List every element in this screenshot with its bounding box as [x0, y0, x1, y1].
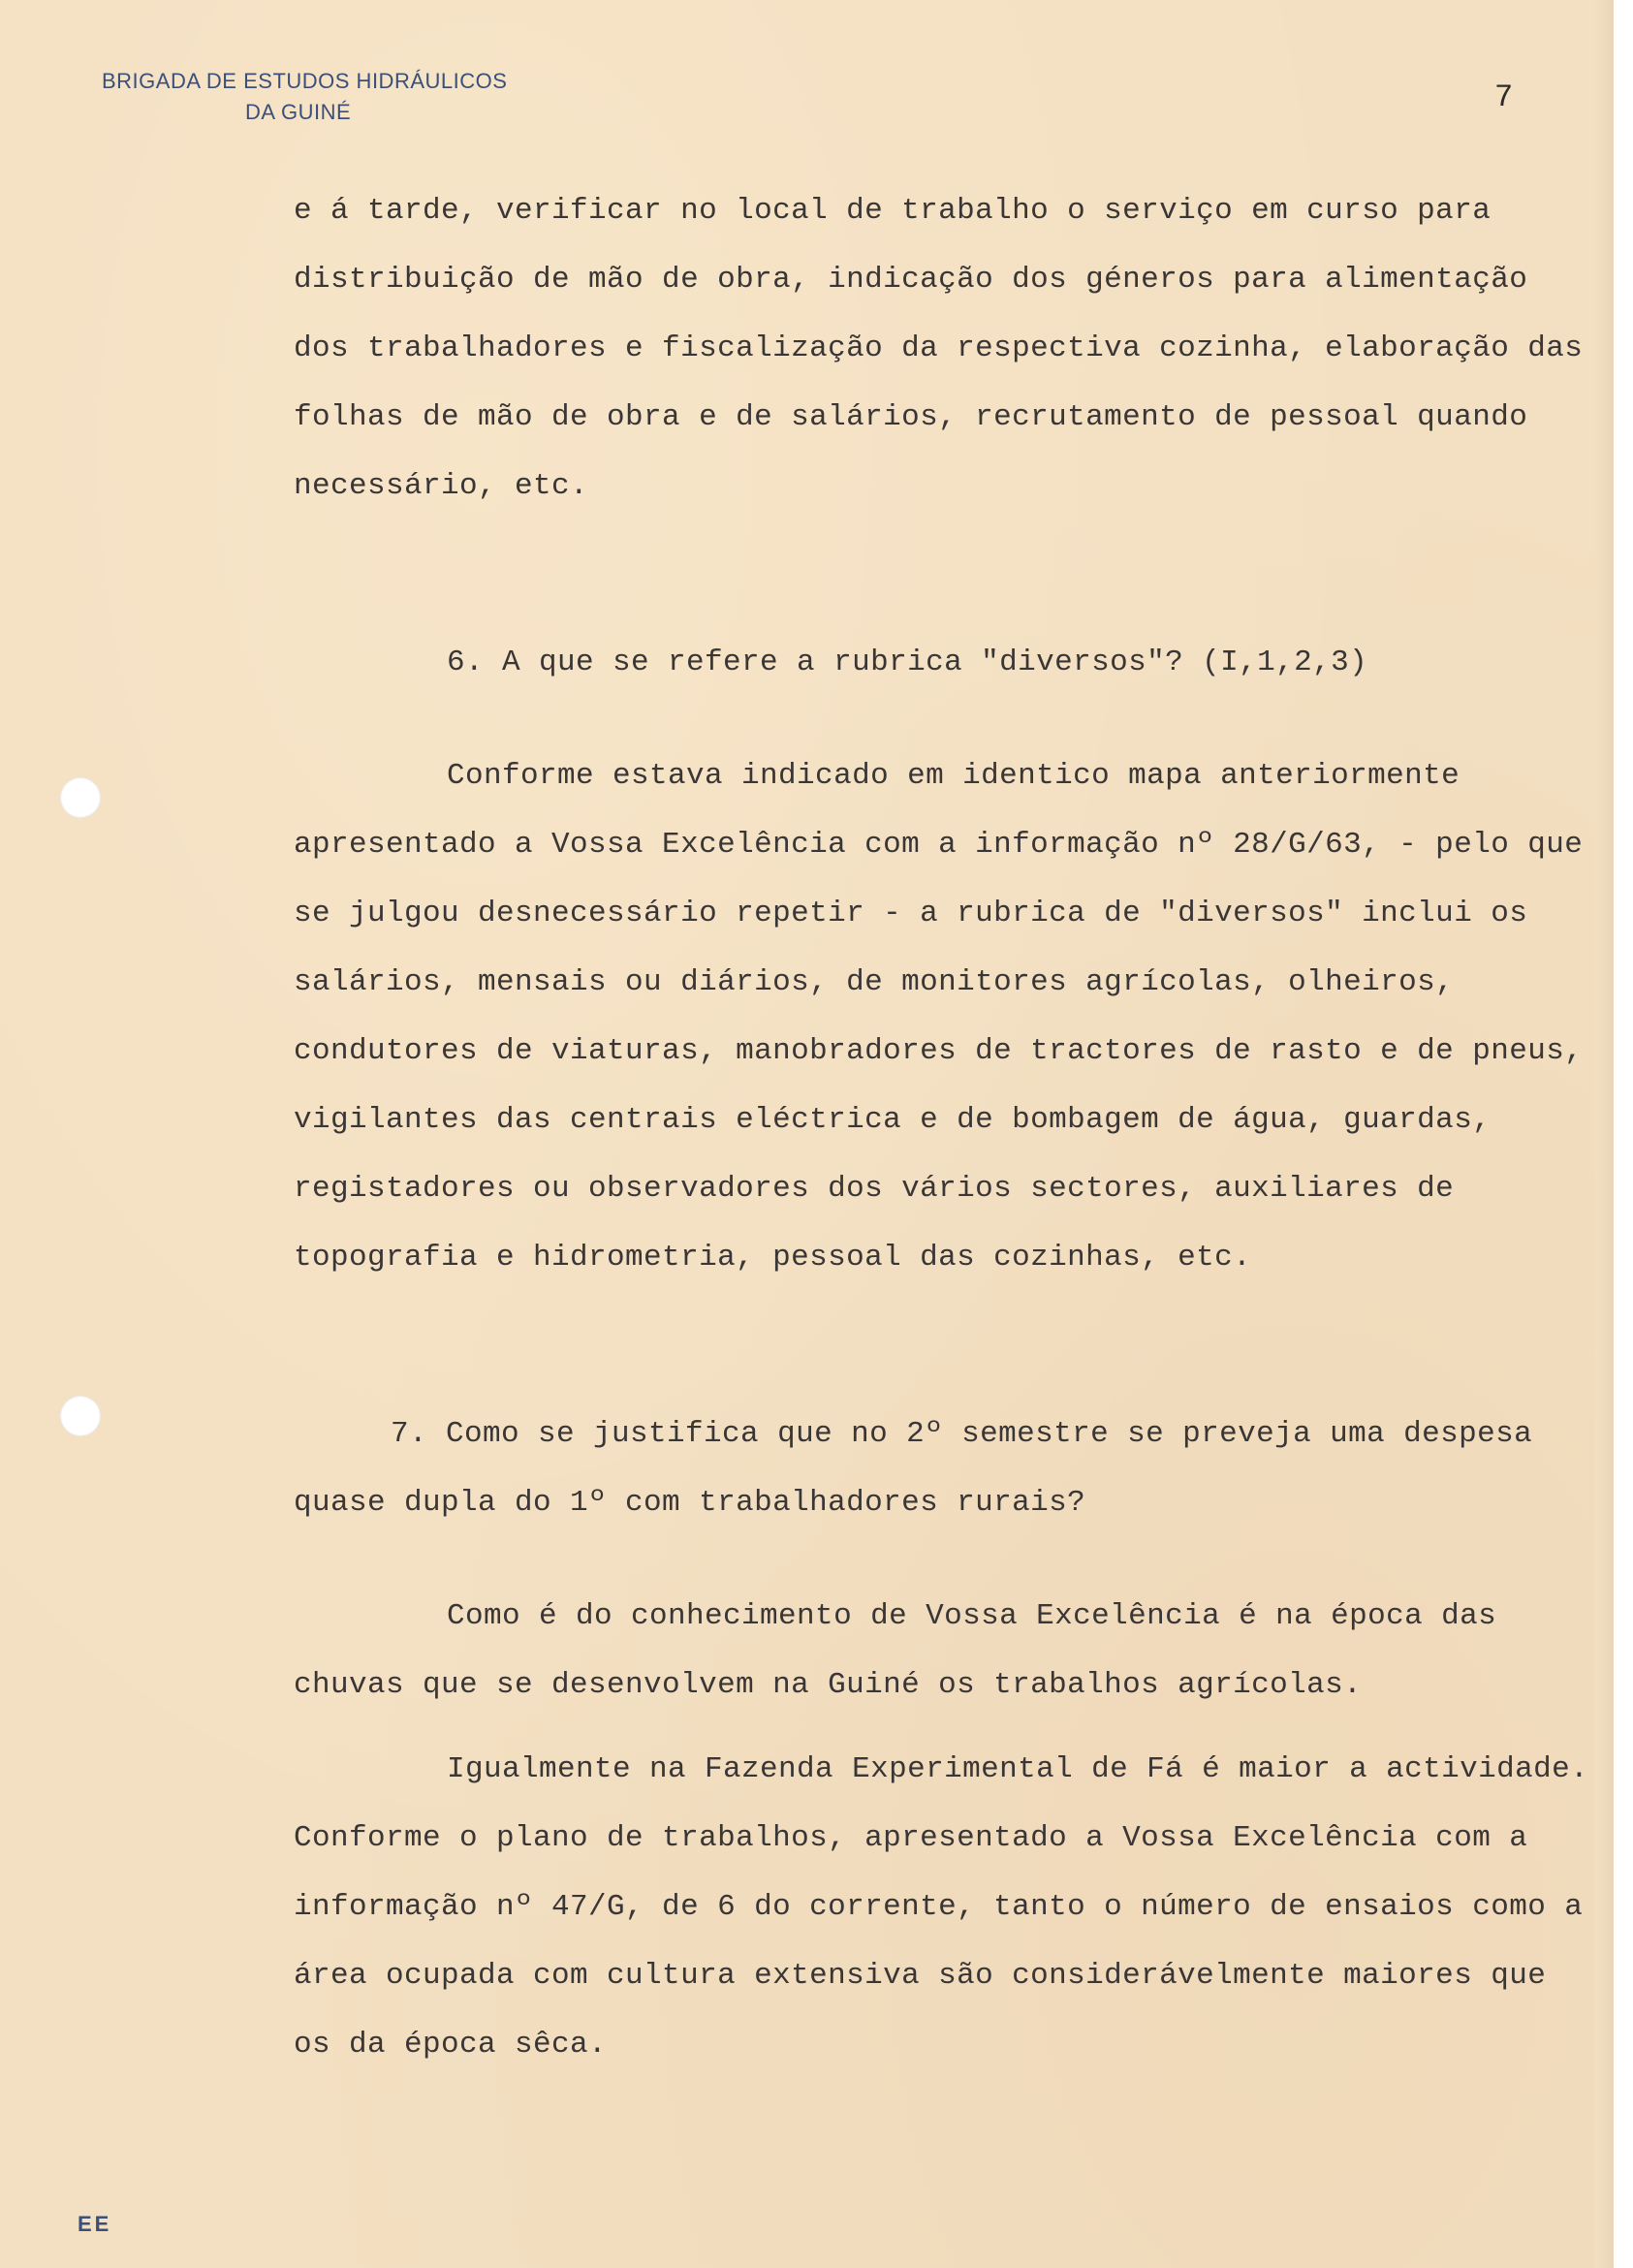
question-7: 7. Como se justifica que no 2º semestre se preveja uma despesa quase dupla do 1º com trabalhadores rurais?	[294, 1417, 1533, 1520]
letterhead-line-2: DA GUINÉ	[245, 99, 352, 124]
punch-hole-bottom	[60, 1396, 101, 1436]
letterhead	[102, 66, 507, 128]
answer-7-part-2: Igualmente na Fazenda Experimental de Fá é maior a actividade. Conforme o plano de trabalhos, apresentado a Vossa Excelência com a informação nº 47/G, de 6 do corrente, tanto o número de ensaios como a área ocupada com cultura extensiva são considerávelmente maiores que os da época sêca.	[294, 1752, 1589, 2062]
answer-6: Conforme estava indicado em identico mapa anteriormente apresentado a Vossa Excelência com a informação nº 28/G/63, - pelo que se julgou desnecessário repetir - a rubrica de "diversos" inclui os salários, mensais ou diários, de monitores agrícolas, olheiros, condutores de viaturas, manobradores de tractores de rasto e de pneus, vigilantes das centrais eléctrica e de bombagem de água, guardas, registadores ou observadores dos vários sectores, auxiliares de topografia e hidrometria, pessoal das cozinhas, etc.	[294, 759, 1584, 1275]
question-6: 6. A que se refere a rubrica "diversos"? (I,1,2,3)	[447, 646, 1368, 679]
document-body	[294, 176, 1592, 2079]
footer-initials: EE	[78, 2212, 112, 2236]
paragraph-continuation: e á tarde, verificar no local de trabalho o serviço em curso para distribuição de mão de obra, indicação dos géneros para alimentação dos trabalhadores e fiscalização da respectiva cozinha, elaboração das folhas de mão de obra e de salários, recrutamento de pessoal quando necessário, etc.	[294, 194, 1584, 503]
page-number: 7	[1494, 79, 1514, 115]
punch-hole-top	[60, 777, 101, 818]
page-edge	[1594, 0, 1614, 2268]
letterhead-line-1: BRIGADA DE ESTUDOS HIDRÁULICOS	[102, 69, 508, 93]
answer-7-part-1: Como é do conhecimento de Vossa Excelência é na época das chuvas que se desenvolvem na Guiné os trabalhos agrícolas.	[294, 1599, 1497, 1702]
